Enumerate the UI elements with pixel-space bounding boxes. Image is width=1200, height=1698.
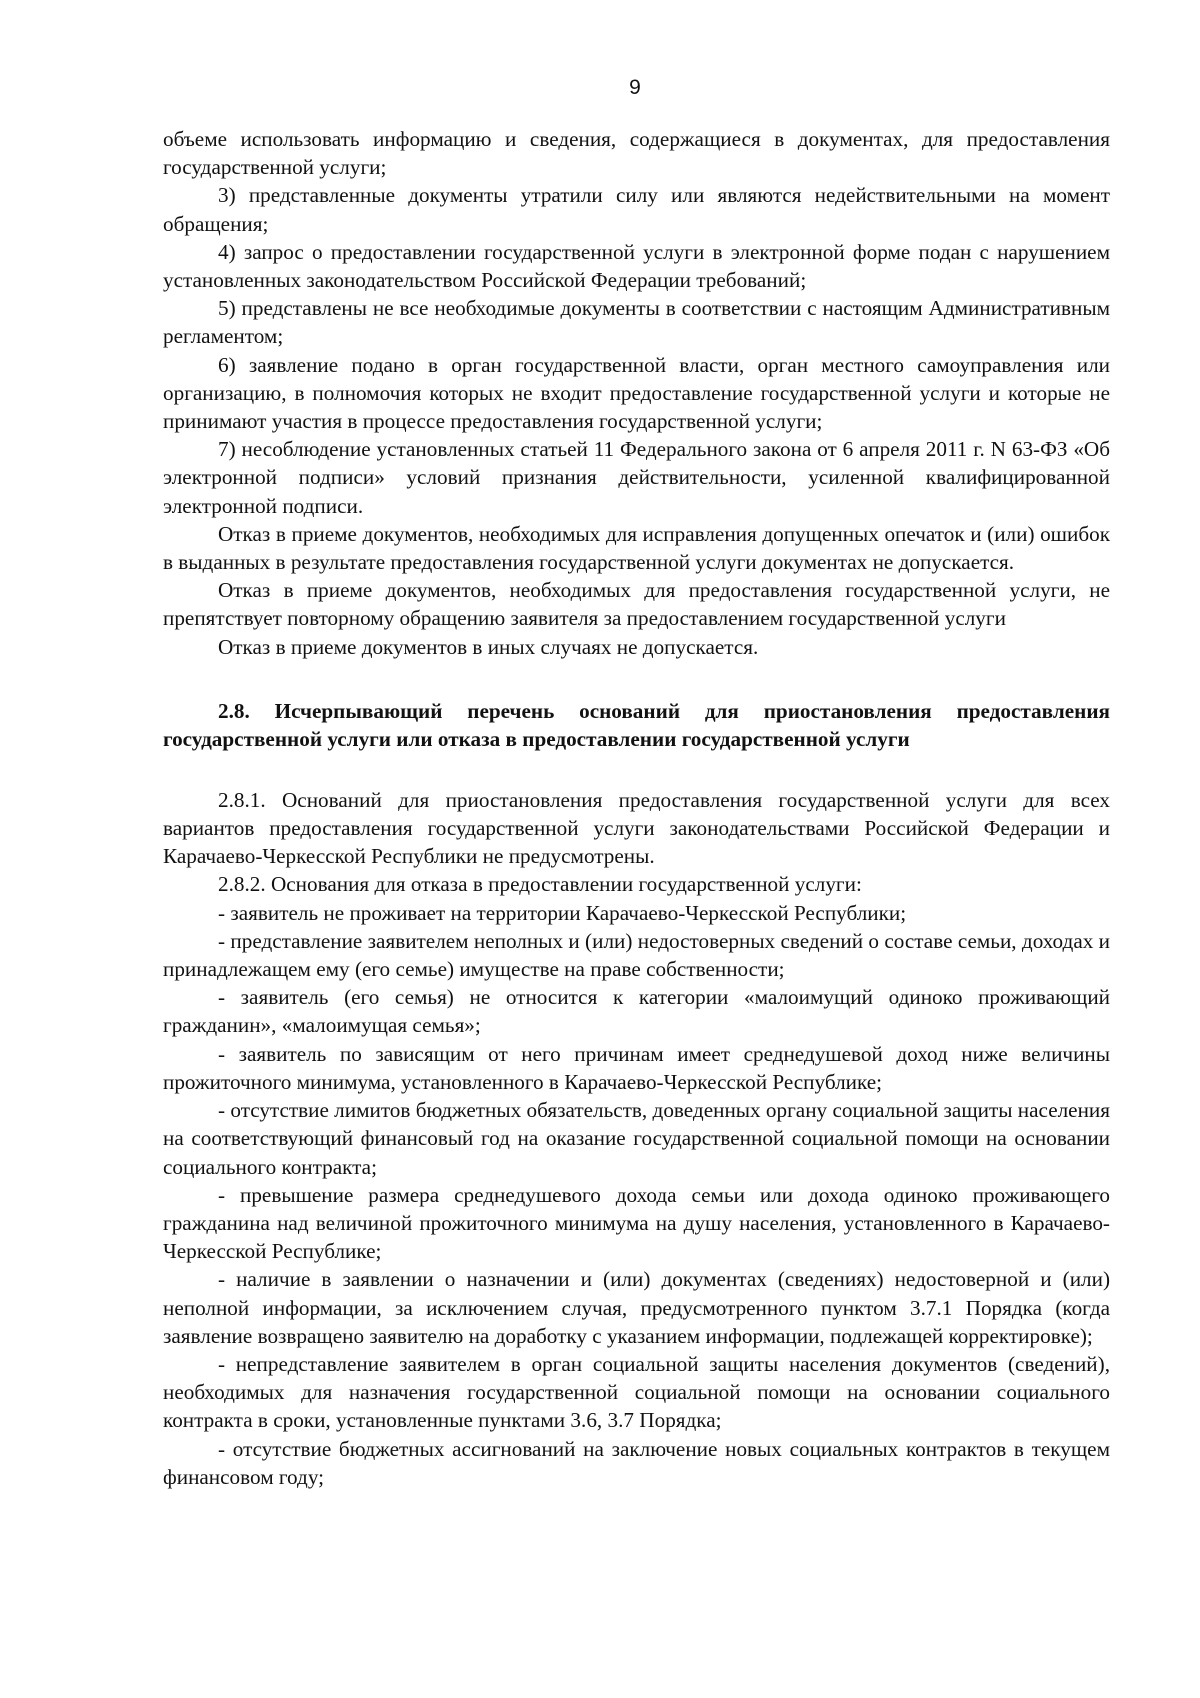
paragraph-refusal-corrections: Отказ в приеме документов, необходимых для исправления допущенных опечаток и (или) ошибок в выданных в результате предоставления государственной услуги документах не допускается. <box>163 521 1110 575</box>
refusal-ground-item: - заявитель не проживает на территории Карачаево-Черкесской Республики; <box>218 900 907 925</box>
paragraph-refusal-other: Отказ в приеме документов в иных случаях не допускается. <box>218 634 759 659</box>
paragraph-2-8-1: 2.8.1. Оснований для приостановления предоставления государственной услуги для всех вариантов предоставления государственной услуги законодательствами Российской Федерации и Карачаево-Черкесской Республики не предусмотрены. <box>163 787 1110 869</box>
list-item-7: 7) несоблюдение установленных статьей 11 Федерального закона от 6 апреля 2011 г. N 63-ФЗ «Об электронной подписи» условий признания действительности, усиленной квалифицированной электронной подписи. <box>163 437 1110 518</box>
list-item-5: 5) представлены не все необходимые документы в соответствии с настоящим Административным регламентом; <box>163 296 1110 349</box>
refusal-ground-item: - заявитель (его семья) не относится к категории «малоимущий одиноко проживающий гражданин», «малоимущая семья»; <box>163 985 1110 1038</box>
refusal-ground-item: - отсутствие бюджетных ассигнований на заключение новых социальных контрактов в текущем финансовом году; <box>163 1436 1110 1489</box>
document-body <box>163 125 1110 1491</box>
paragraph-continuation: объеме использовать информацию и сведения, содержащиеся в документах, для предоставления государственной услуги; <box>163 127 1110 180</box>
paragraph-2-8-2: 2.8.2. Основания для отказа в предоставлении государственной услуги: <box>218 872 862 897</box>
refusal-ground-item: - заявитель по зависящим от него причинам имеет среднедушевой доход ниже величины прожиточного минимума, установленного в Карачаево-Черкесской Республике; <box>163 1041 1110 1094</box>
list-item-4: 4) запрос о предоставлении государственной услуги в электронной форме подан с нарушением установленных законодательством Российской Федерации требований; <box>163 239 1110 293</box>
paragraph-refusal-repeat: Отказ в приеме документов, необходимых для предоставления государственной услуги, не препятствует повторному обращению заявителя за предоставлением государственной услуги <box>163 578 1110 631</box>
page-number: 9 <box>629 76 641 99</box>
section-heading: 2.8. Исчерпывающий перечень оснований для приостановления предоставления государственной услуги или отказа в предоставлении государственной услуги <box>163 698 1110 752</box>
refusal-ground-item: - представление заявителем неполных и (или) недостоверных сведений о составе семьи, доходах и принадлежащем ему (его семье) имуществе на праве собственности; <box>163 928 1110 982</box>
list-item-3: 3) представленные документы утратили силу или являются недействительными на момент обращения; <box>163 183 1110 236</box>
refusal-ground-item: - непредставление заявителем в орган социальной защиты населения документов (сведений), необходимых для назначения государственной социальной помощи на основании социального контракта в сроки, установленные пунктами 3.6, 3.7 Порядка; <box>163 1351 1110 1433</box>
refusal-ground-item: - превышение размера среднедушевого дохода семьи или дохода одиноко проживающего гражданина над величиной прожиточного минимума на душу населения, установленного в Карачаево-Черкесской Республике; <box>163 1182 1110 1264</box>
list-item-6: 6) заявление подано в орган государственной власти, орган местного самоуправления или организацию, в полномочия которых не входит предоставление государственной услуги и которые не принимают участия в процессе предоставления государственной услуги; <box>163 352 1110 434</box>
refusal-ground-item: - наличие в заявлении о назначении и (или) документах (сведениях) недостоверной и (или) неполной информации, за исключением случая, предусмотренного пунктом 3.7.1 Порядка (когда заявление возвращено заявителю на доработку с указанием информации, подлежащей корректировке); <box>163 1267 1110 1348</box>
refusal-ground-item: - отсутствие лимитов бюджетных обязательств, доведенных органу социальной защиты населения на соответствующий финансовый год на оказание государственной социальной помощи на основании социального контракта; <box>163 1098 1110 1179</box>
